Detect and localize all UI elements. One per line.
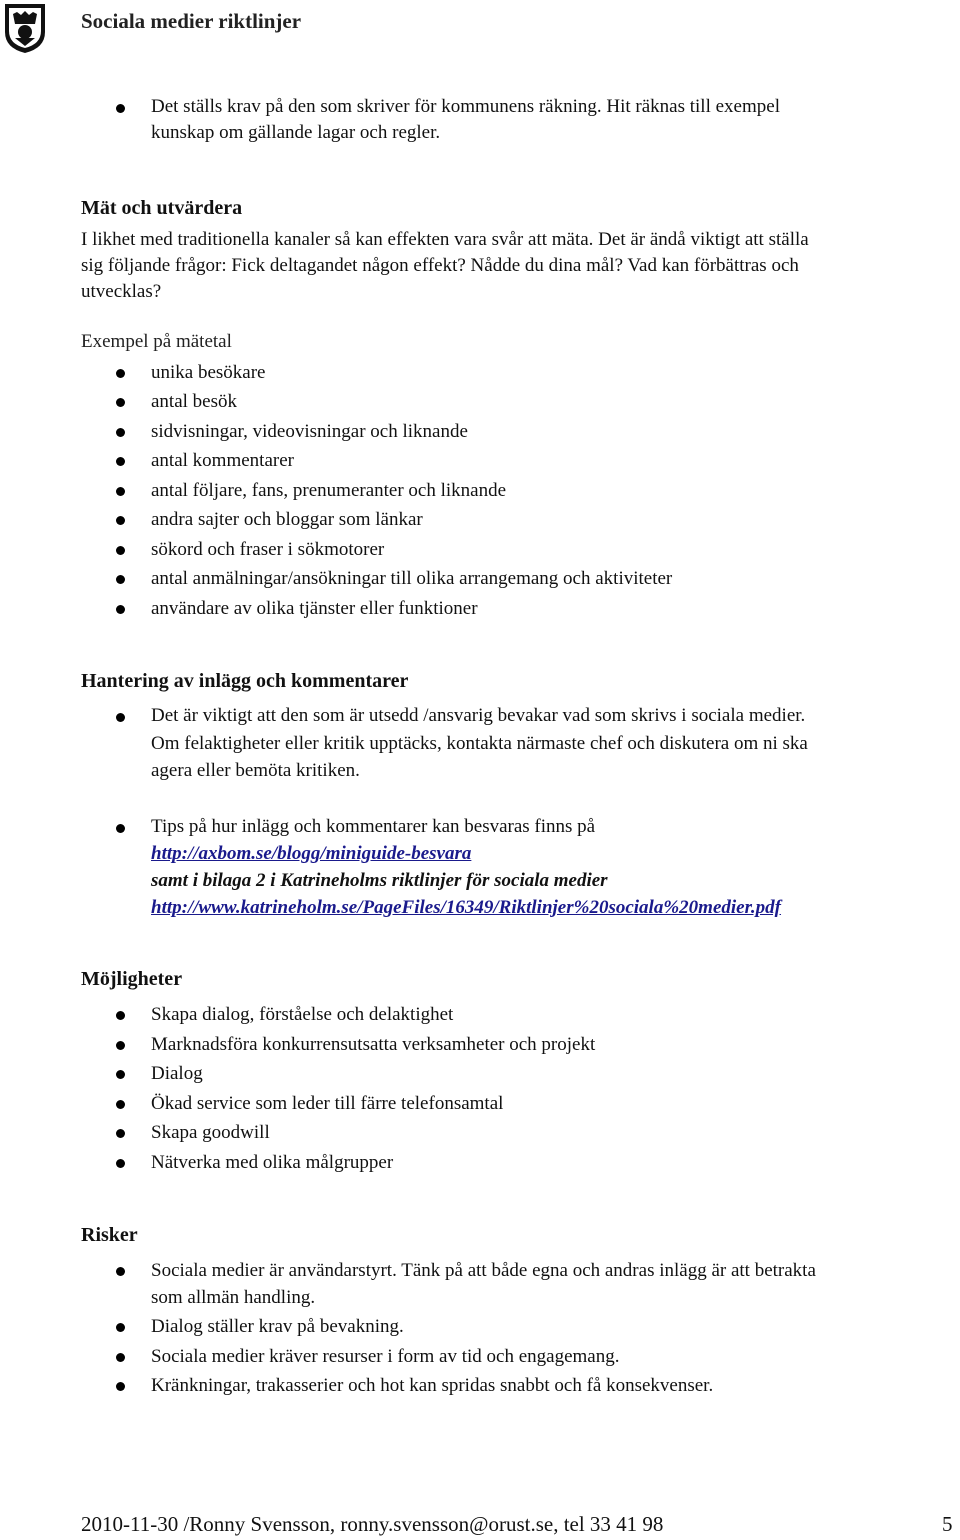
- section-heading-hantering: Hantering av inlägg och kommentarer: [81, 670, 409, 692]
- bullet-icon: [116, 1323, 125, 1332]
- bullet-icon: [116, 1011, 125, 1020]
- hantering-b1-line-1: Det är viktigt att den som är utsedd /ansvarig bevakar vad som skrivs i sociala medier.: [151, 705, 806, 726]
- bullet-icon: [116, 1353, 125, 1362]
- section-heading-mat: Mät och utvärdera: [81, 197, 243, 219]
- katrineholm-link[interactable]: http://www.katrineholm.se/PageFiles/16349/Riktlinjer%20sociala%20medier.pdf: [151, 897, 782, 918]
- list-item: sökord och fraser i sökmotorer: [151, 539, 385, 560]
- list-item: antal besök: [151, 391, 238, 412]
- page-header: [0, 0, 960, 60]
- page-number: 5: [942, 1512, 953, 1536]
- risker-r1-line-1: Sociala medier är användarstyrt. Tänk på att både egna och andras inlägg är att betrakta: [151, 1260, 816, 1281]
- bullet-icon: [116, 1267, 125, 1276]
- list-item: Dialog: [151, 1063, 203, 1084]
- list-item: antal anmälningar/ansökningar till olika arrangemang och aktiviteter: [151, 568, 673, 589]
- bullet-icon: [116, 457, 125, 466]
- bullet-icon: [116, 1100, 125, 1109]
- bullet-icon: [116, 104, 125, 113]
- risker-r3: Sociala medier kräver resurser i form av tid och engagemang.: [151, 1346, 620, 1367]
- list-item: sidvisningar, videovisningar och liknande: [151, 421, 468, 442]
- bullet-icon: [116, 575, 125, 584]
- hantering-b1-line-2: Om felaktigheter eller kritik upptäcks, kontakta närmaste chef och diskutera om ni ska: [151, 733, 808, 754]
- list-item: Marknadsföra konkurrensutsatta verksamheter och projekt: [151, 1034, 596, 1055]
- bullet-icon: [116, 398, 125, 407]
- list-item: antal följare, fans, prenumeranter och liknande: [151, 480, 507, 501]
- list-item: Skapa goodwill: [151, 1122, 270, 1143]
- bullet-icon: [116, 605, 125, 614]
- list-item: antal kommentarer: [151, 450, 294, 471]
- section-heading-risker: Risker: [81, 1224, 138, 1246]
- bullet-icon: [116, 713, 125, 722]
- bullet-icon: [116, 1129, 125, 1138]
- hantering-b1-line-3: agera eller bemöta kritiken.: [151, 760, 360, 781]
- section-heading-mojligheter: Möjligheter: [81, 968, 183, 990]
- mat-para-line-3: utvecklas?: [81, 281, 162, 302]
- hantering-b2-line-1: Tips på hur inlägg och kommentarer kan besvaras finns på: [151, 816, 596, 837]
- bullet-icon: [116, 1382, 125, 1391]
- list-item: andra sajter och bloggar som länkar: [151, 509, 423, 530]
- bullet-icon: [116, 1159, 125, 1168]
- bullet-icon: [116, 824, 125, 833]
- risker-r4: Kränkningar, trakasserier och hot kan spridas snabbt och få konsekvenser.: [151, 1375, 714, 1396]
- municipality-crest-icon: [3, 2, 47, 54]
- examples-label: Exempel på mätetal: [81, 331, 232, 352]
- hantering-b2-line-3: samt i bilaga 2 i Katrineholms riktlinjer för sociala medier: [151, 870, 608, 891]
- intro-line-1: Det ställs krav på den som skriver för kommunens räkning. Hit räknas till exempel: [151, 96, 780, 117]
- mat-para-line-2: sig följande frågor: Fick deltagandet någon effekt? Nådde du dina mål? Vad kan förbättras och: [81, 255, 799, 276]
- bullet-icon: [116, 428, 125, 437]
- bullet-icon: [116, 516, 125, 525]
- bullet-icon: [116, 487, 125, 496]
- bullet-icon: [116, 1070, 125, 1079]
- risker-r2: Dialog ställer krav på bevakning.: [151, 1316, 404, 1337]
- list-item: unika besökare: [151, 362, 266, 383]
- footer-text: 2010-11-30 /Ronny Svensson, ronny.svensson@orust.se, tel 33 41 98: [81, 1512, 664, 1536]
- intro-line-2: kunskap om gällande lagar och regler.: [151, 122, 441, 143]
- mat-para-line-1: I likhet med traditionella kanaler så kan effekten vara svår att mäta. Det är ändå viktigt att ställa: [81, 229, 809, 250]
- document-title: Sociala medier riktlinjer: [81, 9, 302, 33]
- risker-r1-line-2: som allmän handling.: [151, 1287, 316, 1308]
- list-item: användare av olika tjänster eller funktioner: [151, 598, 478, 619]
- list-item: Nätverka med olika målgrupper: [151, 1152, 394, 1173]
- list-item: Skapa dialog, förståelse och delaktighet: [151, 1004, 454, 1025]
- axbom-link[interactable]: http://axbom.se/blogg/miniguide-besvara: [151, 843, 472, 864]
- list-item: Ökad service som leder till färre telefonsamtal: [151, 1093, 504, 1114]
- bullet-icon: [116, 369, 125, 378]
- bullet-icon: [116, 546, 125, 555]
- bullet-icon: [116, 1041, 125, 1050]
